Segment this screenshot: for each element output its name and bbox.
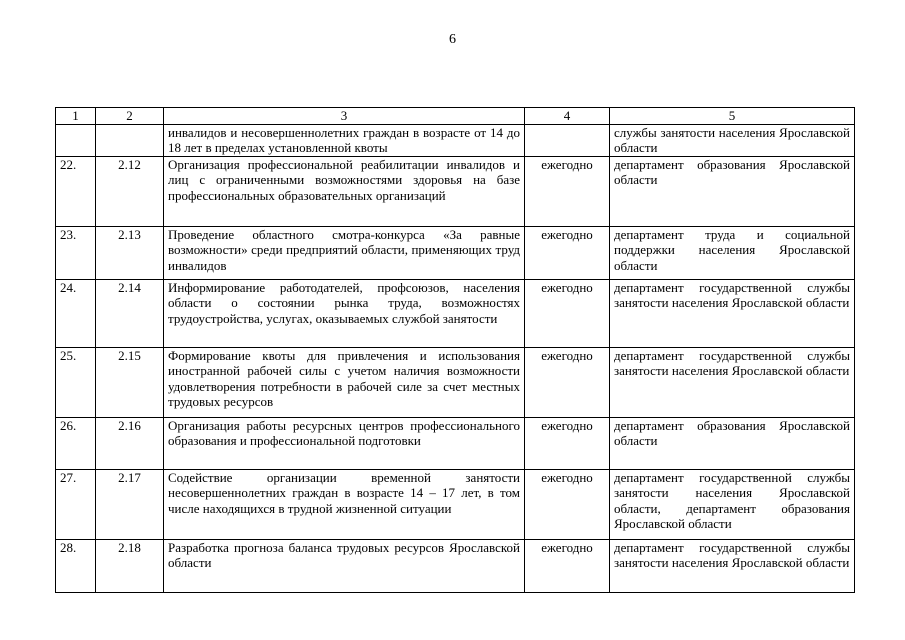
item-code: 2.18: [96, 539, 164, 592]
action-text: Формирование квоты для привлечения и использования иностранной рабочей силы с учетом наличия возможности удовлетворения потребности в рабочей силе за счет местных трудовых ресурсов: [164, 347, 525, 417]
table-row: [56, 347, 855, 417]
action-text: Информирование работодателей, профсоюзов, населения области о состоянии рынка труда, возможностях трудоустройства, услугах, оказываемых службой занятости: [164, 279, 525, 347]
item-code: 2.12: [96, 156, 164, 226]
item-code: [96, 124, 164, 156]
table-row: [56, 226, 855, 279]
row-number: 27.: [56, 469, 96, 539]
table-row: [56, 539, 855, 592]
row-number: 22.: [56, 156, 96, 226]
responsible-text: департамент государственной службы занятости населения Ярославской области, департамент образования Ярославской области: [610, 469, 855, 539]
period-text: ежегодно: [525, 347, 610, 417]
period-text: ежегодно: [525, 226, 610, 279]
action-plan-table: [55, 107, 855, 593]
period-text: ежегодно: [525, 469, 610, 539]
action-text: Проведение областного смотра-конкурса «За равные возможности» среди предприятий области, применяющих труд инвалидов: [164, 226, 525, 279]
responsible-text: департамент образования Ярославской области: [610, 156, 855, 226]
period-text: ежегодно: [525, 539, 610, 592]
period-text: [525, 124, 610, 156]
row-number: 26.: [56, 417, 96, 469]
action-text: инвалидов и несовершеннолетних граждан в возрасте от 14 до 18 лет в пределах установленной квоты: [164, 124, 525, 156]
responsible-text: департамент государственной службы занятости населения Ярославской области: [610, 279, 855, 347]
item-code: 2.13: [96, 226, 164, 279]
header-col-3: 3: [164, 108, 525, 125]
table-row: [56, 417, 855, 469]
responsible-text: службы занятости населения Ярославской области: [610, 124, 855, 156]
action-text: Разработка прогноза баланса трудовых ресурсов Ярославской области: [164, 539, 525, 592]
row-number: 23.: [56, 226, 96, 279]
responsible-text: департамент образования Ярославской области: [610, 417, 855, 469]
responsible-text: департамент государственной службы занятости населения Ярославской области: [610, 539, 855, 592]
row-number: 28.: [56, 539, 96, 592]
table-row: [56, 469, 855, 539]
row-number: 25.: [56, 347, 96, 417]
action-text: Организация работы ресурсных центров профессионального образования и профессиональной подготовки: [164, 417, 525, 469]
header-col-4: 4: [525, 108, 610, 125]
row-number: 24.: [56, 279, 96, 347]
header-col-2: 2: [96, 108, 164, 125]
action-text: Организация профессиональной реабилитации инвалидов и лиц с ограниченными возможностями здоровья на базе профессиональных образовательных организаций: [164, 156, 525, 226]
responsible-text: департамент государственной службы занятости населения Ярославской области: [610, 347, 855, 417]
item-code: 2.14: [96, 279, 164, 347]
item-code: 2.17: [96, 469, 164, 539]
header-col-1: 1: [56, 108, 96, 125]
row-number: [56, 124, 96, 156]
table-row: [56, 279, 855, 347]
period-text: ежегодно: [525, 279, 610, 347]
period-text: ежегодно: [525, 417, 610, 469]
item-code: 2.15: [96, 347, 164, 417]
period-text: ежегодно: [525, 156, 610, 226]
table-row: [56, 156, 855, 226]
action-text: Содействие организации временной занятости несовершеннолетних граждан в возрасте 14 – 17 лет, в том числе находящихся в трудной жизненной ситуации: [164, 469, 525, 539]
responsible-text: департамент труда и социальной поддержки населения Ярославской области: [610, 226, 855, 279]
table-header-row: [56, 108, 855, 125]
item-code: 2.16: [96, 417, 164, 469]
table-row: [56, 124, 855, 156]
header-col-5: 5: [610, 108, 855, 125]
page-number: 6: [449, 32, 456, 47]
